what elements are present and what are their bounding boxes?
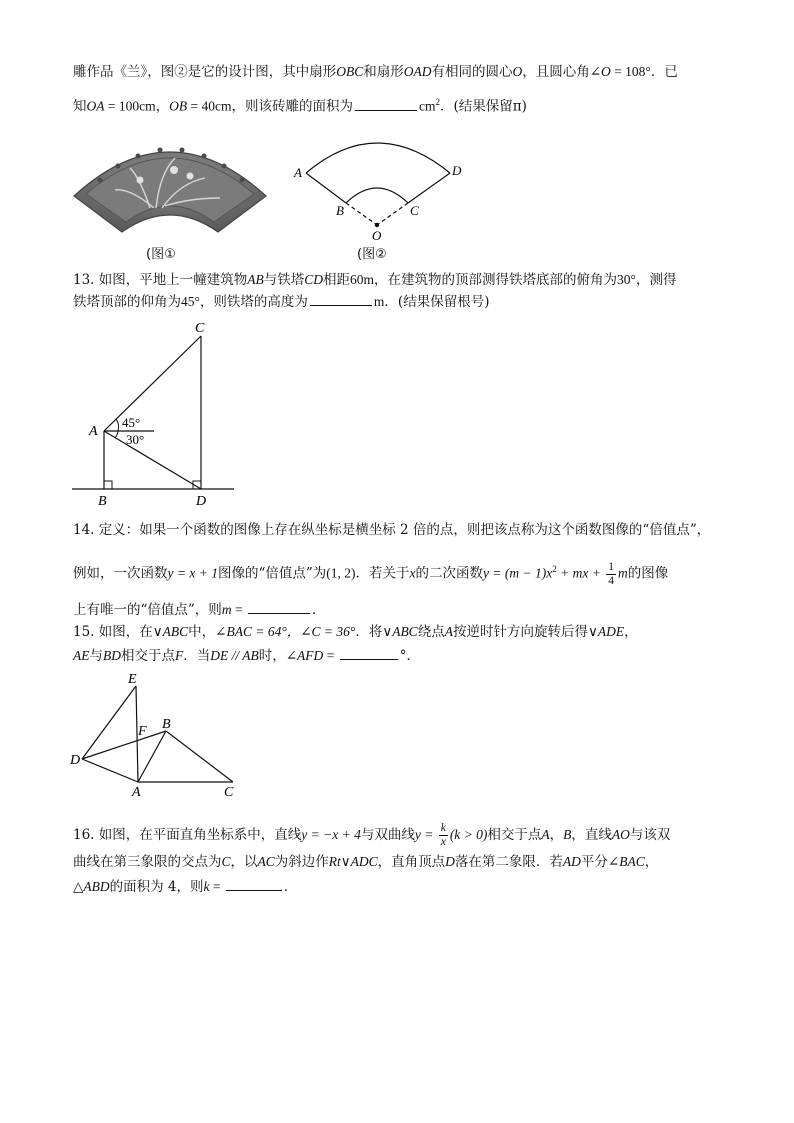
text: ，则铁塔的高度为	[199, 294, 308, 310]
figure-brick-carving	[70, 128, 270, 238]
text: 为斜边作	[274, 854, 329, 870]
math-ao: AO	[611, 827, 630, 842]
text: 15. 如图，在	[73, 624, 153, 640]
text: ．已	[650, 64, 678, 80]
answer-blank-q14[interactable]	[248, 599, 310, 614]
math-bd: BD	[103, 648, 121, 663]
sightline-ac	[104, 336, 201, 431]
text: ．(结果保留π)	[439, 98, 527, 115]
text: ，在建筑物的顶部测得铁塔底部的俯角为	[374, 272, 618, 288]
label-f: F	[138, 724, 147, 739]
frac-num: 1	[608, 560, 614, 573]
text: ．若关于	[355, 565, 410, 582]
math-ob: OB	[169, 98, 188, 114]
math-quadratic: y = (m − 1)x	[483, 565, 553, 581]
math-108: = 108°	[610, 64, 651, 79]
text: 时，	[258, 648, 286, 664]
fraction-1-4	[606, 561, 616, 588]
label-b: B	[162, 717, 171, 732]
label-a: A	[89, 424, 98, 439]
q16-line3	[73, 876, 297, 897]
unit-sup: 2	[435, 97, 440, 107]
text: ，以	[230, 854, 258, 870]
math-c: C	[221, 854, 231, 869]
label-45: 45°	[122, 415, 141, 430]
label-d: D	[70, 753, 81, 768]
text: 13. 如图，平地上一幢建筑物	[73, 272, 248, 288]
arc-bc	[346, 188, 408, 203]
math-d: D	[445, 854, 455, 869]
angle-arc-30	[115, 431, 118, 438]
math-a: A	[444, 624, 453, 639]
text: ．将	[355, 624, 383, 640]
unit-m: m	[373, 294, 385, 309]
math-ad: AD	[562, 854, 581, 869]
math-m: m	[617, 565, 628, 581]
math-m: m	[221, 602, 232, 617]
math-ac: AC	[257, 854, 275, 869]
q16-line1	[73, 822, 670, 849]
text: 中，	[188, 624, 216, 640]
label-b: B	[336, 203, 344, 218]
text: ．	[283, 879, 298, 895]
text: ．	[311, 602, 326, 618]
text: 16. 如图，在平面直角坐标系中，直线	[73, 827, 302, 843]
math-y-eq: y =	[414, 827, 437, 842]
math-rt-adc: Rt∨ADC	[328, 854, 378, 869]
math-tri-abc: ∨ABC	[152, 624, 189, 639]
dashed-bo	[346, 203, 377, 225]
text: 按逆时针方向旋转后得	[452, 624, 588, 640]
text: 与双曲线	[360, 827, 415, 843]
text: ，	[549, 827, 564, 843]
q12-line1	[73, 62, 678, 82]
math-oa: OA	[86, 98, 105, 114]
text: 例如，一次函数	[73, 565, 168, 582]
text: 相距	[323, 272, 351, 288]
figure-sector-design	[290, 128, 480, 243]
math-b: B	[563, 827, 572, 842]
label-c: C	[410, 203, 419, 218]
text: 绕点	[417, 624, 445, 640]
math-45deg: 45°	[181, 294, 200, 309]
text: ，且圆心角	[522, 64, 590, 80]
segment-ab	[306, 173, 346, 203]
math-eq: =	[323, 648, 338, 663]
frac-num: k	[440, 822, 446, 834]
fig2-caption: (图②	[357, 247, 387, 262]
q13-line1	[73, 270, 676, 290]
q12-line2	[73, 92, 527, 117]
text: ，直线	[571, 827, 612, 843]
text: °．	[399, 648, 420, 664]
text: ，直角顶点	[377, 854, 446, 870]
text: 与	[89, 648, 103, 664]
segment-ad	[82, 759, 138, 782]
math-obc: OBC	[336, 64, 364, 79]
math-tri-abd: △ABD	[73, 879, 110, 894]
text: 曲线在第三象限的交点为	[73, 854, 222, 870]
math-30deg: 30°	[617, 272, 636, 287]
dashed-co	[377, 203, 408, 225]
math-k-positive: (k > 0)	[449, 827, 488, 842]
text: 上有唯一的“倍值点”，则	[73, 602, 222, 618]
answer-blank-q13[interactable]	[310, 291, 372, 306]
text: 相交于点	[487, 827, 542, 843]
frac-den: 4	[608, 574, 614, 587]
point-o	[375, 223, 379, 227]
label-a: A	[132, 785, 141, 800]
q15-line1	[73, 622, 638, 642]
text: 图像的“倍值点”为	[217, 565, 327, 582]
label-d: D	[196, 494, 207, 509]
label-e: E	[128, 672, 137, 687]
fraction-k-x	[439, 822, 448, 849]
math-a: A	[541, 827, 550, 842]
math-40cm: = 40cm	[187, 98, 232, 114]
label-o: O	[372, 228, 382, 243]
math-angle-bac: ∠BAC	[607, 854, 645, 869]
math-60m: 60m	[350, 272, 375, 287]
math-angles: ∠BAC = 64°，∠C = 36°	[215, 624, 356, 639]
math-sup: 2	[552, 564, 557, 574]
math-afd: ∠AFD	[285, 648, 324, 663]
text: 和扇形	[363, 64, 404, 80]
q14-line3	[73, 599, 325, 620]
text: 与该双	[629, 827, 671, 843]
math-mx: + mx +	[556, 565, 605, 581]
label-a: A	[294, 165, 302, 180]
answer-blank-q15[interactable]	[340, 645, 398, 660]
text: 雕作品《兰》，图②是它的设计图，其中扇形	[73, 64, 337, 80]
math-k: k	[203, 879, 210, 894]
q15-line2	[73, 645, 420, 666]
math-line: y = −x + 4	[301, 827, 361, 842]
math-tri-ade: ∨ADE	[587, 624, 625, 639]
text: ，	[624, 624, 638, 640]
q16-line2	[73, 852, 658, 872]
math-parallel: DE // AB	[210, 648, 259, 663]
label-b: B	[98, 494, 107, 509]
math-100cm: = 100cm	[104, 98, 156, 114]
math-linear: y = x + 1	[167, 565, 218, 581]
math-f: F	[175, 648, 184, 663]
text: ．当	[183, 648, 211, 664]
figure-rotation	[68, 670, 248, 800]
label-c: C	[224, 785, 234, 800]
angle-arc-45	[116, 419, 119, 431]
segment-de	[82, 686, 136, 759]
text: 平分	[580, 854, 608, 870]
text: ，则该砖雕的面积为	[231, 98, 353, 115]
text: 的二次函数	[415, 565, 484, 582]
math-cd: CD	[304, 272, 324, 287]
text: ．(结果保留根号)	[384, 294, 490, 310]
unit-cm: cm	[418, 98, 436, 114]
math-angle-o: ∠O	[589, 64, 611, 79]
math-x: x	[409, 565, 416, 581]
fig1-caption: (图①	[146, 247, 176, 262]
text: 与铁塔	[263, 272, 305, 288]
text: ，	[644, 854, 659, 870]
text: 相交于点	[121, 648, 175, 664]
q14-line2	[73, 559, 668, 588]
text: 落在第二象限．若	[454, 854, 563, 870]
right-angle-b	[104, 481, 112, 489]
arc-ad	[306, 143, 450, 173]
text: ，	[155, 98, 170, 115]
math-oad: OAD	[403, 64, 432, 79]
segment-dc	[408, 173, 450, 203]
figure-tower	[68, 318, 248, 518]
frac-den: x	[440, 836, 446, 848]
segment-bc	[166, 731, 233, 782]
sightline-ad	[104, 431, 201, 489]
math-ae: AE	[73, 648, 90, 663]
math-tri-abc: ∨ABC	[382, 624, 418, 639]
math-eq: =	[231, 602, 246, 617]
label-30: 30°	[126, 432, 145, 447]
q14-line1: 14. 定义：如果一个函数的图像上存在纵坐标是横坐标 2 倍的点，则把该点称为这个函数图像的“倍值点”，	[73, 522, 711, 538]
label-d: D	[452, 163, 462, 178]
text: 知	[73, 98, 87, 115]
answer-blank-q16[interactable]	[226, 876, 282, 891]
math-o: O	[512, 64, 523, 79]
text: ，测得	[635, 272, 677, 288]
text: 有相同的圆心	[431, 64, 513, 80]
text: 铁塔顶部的仰角为	[73, 294, 181, 310]
answer-blank-q12[interactable]	[355, 96, 417, 111]
text: 的面积为 4，则	[109, 879, 204, 895]
math-point: (1, 2)	[326, 565, 356, 581]
label-c: C	[195, 321, 205, 336]
text: 的图像	[627, 565, 669, 582]
math-ab: AB	[247, 272, 264, 287]
q13-line2	[73, 291, 489, 312]
math-eq: =	[209, 879, 224, 894]
